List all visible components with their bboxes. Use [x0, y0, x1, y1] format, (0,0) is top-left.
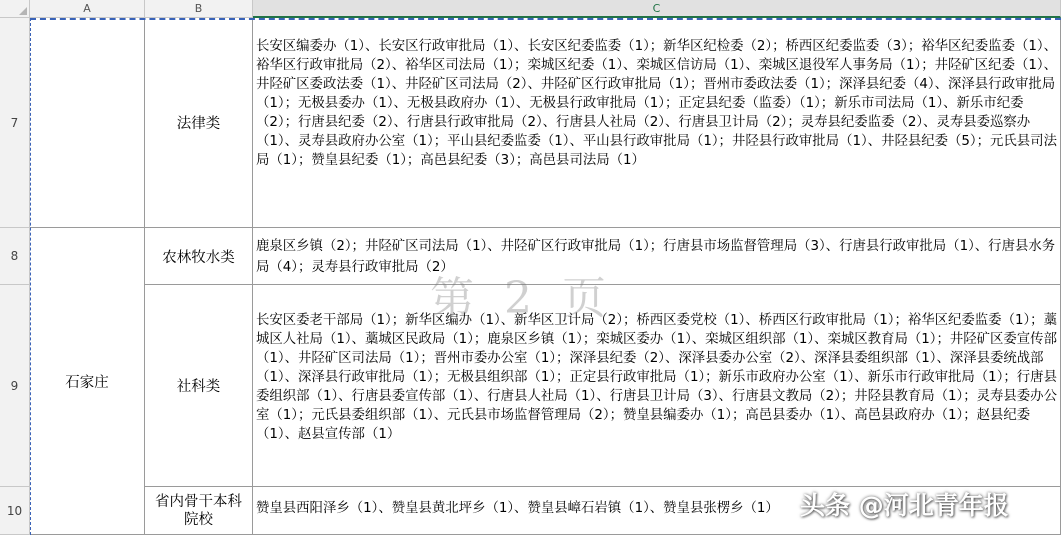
page-break-line-top — [30, 18, 1061, 20]
cell-category-social[interactable]: 社科类 — [145, 285, 253, 487]
cell-category-legal[interactable]: 法律类 — [145, 18, 253, 228]
select-all-corner[interactable] — [0, 0, 30, 18]
page-break-line-left — [30, 18, 31, 535]
row-header-8[interactable]: 8 — [0, 228, 30, 285]
column-header-c[interactable]: C — [253, 0, 1061, 18]
cell-content-college[interactable]: 赞皇县西阳泽乡（1）、赞皇县黄北坪乡（1）、赞皇县嶂石岩镇（1）、赞皇县张楞乡（1） — [253, 487, 1061, 535]
column-header-b[interactable]: B — [145, 0, 253, 18]
column-header-a[interactable]: A — [30, 0, 145, 18]
page-number-watermark: 第 2 页 — [430, 273, 614, 324]
cell-region[interactable]: 石家庄 — [30, 228, 145, 535]
cell-category-college[interactable]: 省内骨干本科院校 — [145, 487, 253, 535]
cell-content-legal[interactable]: 长安区编委办（1）、长安区行政审批局（1）、长安区纪委监委（1）；新华区纪检委（2）；桥西区纪委监委（3）；裕华区纪委监委（1）、裕华区行政审批局（2）、裕华区司法局（1）；栾城区纪委（1）、栾城区信访局（1）、栾城区退役军人事务局（1）；井陉矿区纪委（1）、井陉矿区委政法委（1）、井陉矿区司法局（2）、井陉矿区行政审批局（1）；晋州市委政法委（1）；深泽县纪委（4）、深泽县行政审批局（1）；无极县委办（1）、无极县政府办（1）、无极县行政审批局（1）；正定县纪委（监委）（1）；新乐市司法局（1）、新乐市纪委（2）；行唐县纪委（2）、行唐县行政审批局（2）、行唐县人社局（2）、行唐县卫计局（2）；灵寿县纪委监委（2）、灵寿县委巡察办（1）、灵寿县政府办公室（1）；平山县纪委监委（1）、平山县行政审批局（1）；井陉县行政审批局（1）、井陉县纪委（5）；元氏县司法局（1）；赞皇县纪委（1）；高邑县纪委（3）；高邑县司法局（1） — [253, 18, 1061, 228]
row-header-9[interactable]: 9 — [0, 285, 30, 487]
brand-watermark: 头条 @河北青年报 — [800, 491, 1009, 520]
cell-a7[interactable] — [30, 18, 145, 228]
row-header-7[interactable]: 7 — [0, 18, 30, 228]
row-header-10[interactable]: 10 — [0, 487, 30, 535]
cell-content-social[interactable]: 长安区委老干部局（1）；新华区编办（1）、新华区卫计局（2）；桥西区委党校（1）、桥西区行政审批局（1）；裕华区纪委监委（1）；藁城区人社局（1）、藁城区民政局（1）；鹿泉区乡镇（1）；栾城区委办（1）、栾城区组织部（1）、栾城区教育局（1）；井陉矿区委宣传部（1）、井陉矿区司法局（1）；晋州市委办公室（1）；深泽县纪委（2）、深泽县委办公室（2）、深泽县委组织部（1）、深泽县委统战部（1）、深泽县行政审批局（1）；无极县组织部（1）；正定县行政审批局（1）；新乐市政府办公室（1）、新乐市行政审批局（1）；行唐县委组织部（1）、行唐县委宣传部（1）、行唐县人社局（1）、行唐县卫计局（3）、行唐县文教局（2）；井陉县教育局（1）；灵寿县委办公室（1）；元氏县委组织部（1）、元氏县市场监督管理局（2）；赞皇县编委办（1）；高邑县委办（1）、高邑县政府办（1）；赵县纪委（1）、赵县宣传部（1） — [253, 285, 1061, 487]
cell-content-agri[interactable]: 鹿泉区乡镇（2）；井陉矿区司法局（1）、井陉矿区行政审批局（1）；行唐县市场监督管理局（3）、行唐县行政审批局（1）、行唐县水务局（4）；灵寿县行政审批局（2） — [253, 228, 1061, 285]
cell-category-agri[interactable]: 农林牧水类 — [145, 228, 253, 285]
